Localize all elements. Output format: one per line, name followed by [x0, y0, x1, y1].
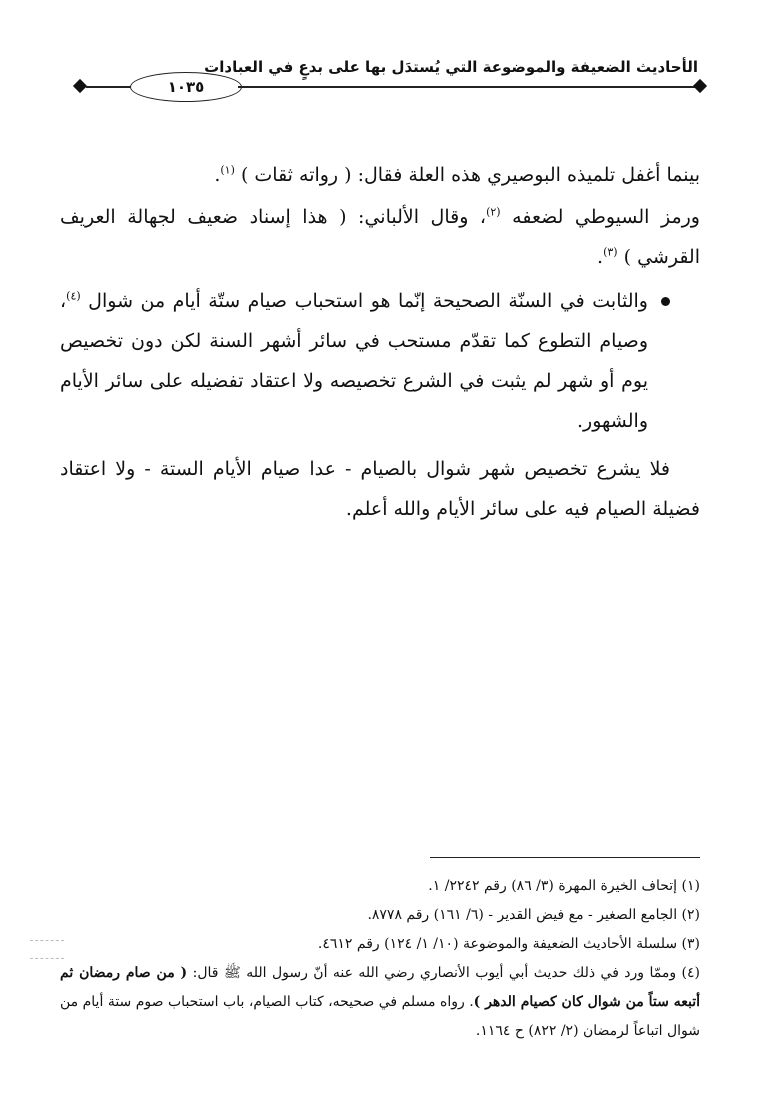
paragraph-2-text-b: ، وقال الألباني: ( هذا إسناد ضعيف لجهالة العريف القرشي )	[60, 206, 700, 268]
paragraph-2-text-a: ورمز السيوطي لضعفه	[512, 206, 700, 228]
footnote-ref-3: (٣)	[603, 245, 618, 259]
footnote-ref-4: (٤)	[66, 289, 81, 303]
footnotes	[60, 872, 700, 1046]
footnote-separator	[430, 857, 700, 858]
header-rule-right	[238, 86, 698, 88]
header-ornament-left	[73, 79, 87, 93]
scan-artifact	[30, 958, 64, 959]
footnote-4	[60, 959, 700, 1046]
bullet-paragraph	[60, 281, 700, 441]
bullet-text-b: ، وصيام التطوع كما تقدّم مستحب في سائر أشهر السنة لكن دون تخصيص يوم أو شهر لم يثبت في الشرع تخصيصه ولا اعتقاد تفضيله على سائر الأيام والشهور.	[60, 290, 648, 432]
footnote-4-text-a: (٤) وممّا ورد في ذلك حديث أبي أيوب الأنصاري رضي الله عنه أنّ رسول الله ﷺ قال:	[192, 965, 701, 981]
header-ornament-right	[693, 79, 707, 93]
footnote-ref-2: (٢)	[486, 205, 501, 219]
paragraph-1: بينما أغفل تلميذه البوصيري هذه العلة فقال: ( رواته ثقات ) $^{(١)}$.	[214, 163, 700, 186]
page-number: ١٠٣٥	[130, 72, 242, 102]
paragraph-2: ورمز السيوطي لضعفه $^{(٢)}$، وقال الألباني: ( هذا إسناد ضعيف لجهالة العريف القرشي ) $^{(٣)}$.	[60, 205, 700, 268]
footnote-3: (٣) سلسلة الأحاديث الضعيفة والموضوعة (١٠/ ١/ ١٢٤) رقم ٤٦١٢.	[317, 936, 700, 952]
footnote-1: (١) إتحاف الخيرة المهرة (٣/ ٨٦) رقم ٢٢٤٢/ ١.	[428, 878, 700, 894]
footnote-4-text-b: . رواه مسلم في صحيحه، كتاب الصيام، باب استحباب صوم ستة أيام من شوال اتباعاً لرمضان (٢/ ٨٢٢) ح ١١٦٤.	[60, 994, 700, 1039]
main-text	[60, 155, 700, 529]
bullet-text-a: والثابت في السنّة الصحيحة إنّما هو استحباب صيام ستّة أيام من شوال	[88, 290, 648, 312]
paragraph-1-text: بينما أغفل تلميذه البوصيري هذه العلة فقال: ( رواته ثقات )	[240, 164, 700, 186]
footnote-4-hadith-quote: ( من صام رمضان ثم أتبعه ستاً من شوال كان كصيام الدهر )	[60, 965, 701, 1010]
footnote-ref-1: (١)	[220, 163, 235, 177]
scan-artifact	[30, 940, 64, 941]
bullet-dot-icon	[661, 297, 670, 306]
header-rule-left	[86, 86, 132, 88]
running-header-title: الأحاديث الضعيفة والموضوعة التي يُستدَل بها على بدعٍ في العبادات	[204, 58, 698, 76]
footnote-2: (٢) الجامع الصغير - مع فيض القدير - (٦/ ١٦١) رقم ٨٧٧٨.	[367, 907, 700, 923]
paragraph-4: فلا يشرع تخصيص شهر شوال بالصيام - عدا صيام الأيام الستة - ولا اعتقاد فضيلة الصيام فيه على سائر الأيام والله أعلم.	[60, 458, 700, 520]
